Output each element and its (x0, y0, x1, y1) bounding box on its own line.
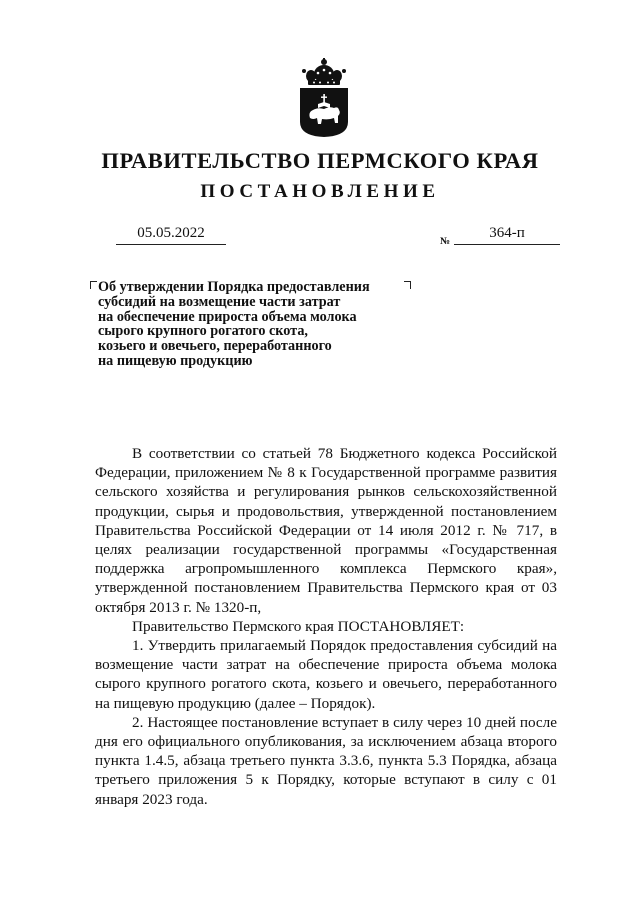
document-subject (98, 280, 418, 369)
item-2-paragraph: 2. Настоящее постановление вступает в силу через 10 дней после дня его официального опубликования, за исключением абзаца второго пункта 1.4.5, абзаца третьего пункта 3.3.6, пункта 5.3 Порядка, абзаца третьего приложения 5 к Порядку, которые вступают в силу с 01 января 2023 года. (95, 713, 557, 808)
preamble-paragraph: В соответствии со статьей 78 Бюджетного кодекса Российской Федерации, приложением № 8 к Государственной программе развития сельского хозяйства и регулирования рынков сельскохозяйственной продукции, сырья и продовольствия, утвержденной постановлением Правительства Российской Федерации от 14 июля 2012 г. № 717, в целях реализации государственной программы «Государственная поддержка агропромышленного комплекса Пермского края», утвержденной постановлением Правительства Пермского края от 03 октября 2013 г. № 1320-п, (95, 445, 557, 616)
coat-of-arms-icon (294, 56, 354, 138)
document-date: 05.05.2022 (116, 222, 226, 245)
bracket-left-icon (90, 281, 97, 289)
number-sign: № (440, 236, 451, 247)
item-1-paragraph: 1. Утвердить прилагаемый Порядок предоставления субсидий на возмещение части затрат на обеспечение прироста объема молока сырого крупного рогатого скота, козьего и овечьего, переработанного на пищевую продукцию (далее – Порядок). (95, 637, 557, 712)
subject-line: субсидий на возмещение части затрат (98, 293, 341, 310)
document-body (95, 444, 557, 809)
subject-line: сырого крупного рогатого скота, (98, 323, 308, 340)
bracket-right-icon (404, 281, 411, 289)
page-title: ПРАВИТЕЛЬСТВО ПЕРМСКОГО КРАЯ (101, 148, 539, 173)
decree-paragraph: Правительство Пермского края ПОСТАНОВЛЯЕТ: (132, 617, 465, 635)
subject-line: Об утверждении Порядка предоставления (98, 279, 370, 295)
subject-line: на пищевую продукцию (98, 352, 253, 369)
subject-line: козьего и овечьего, переработанного (98, 338, 332, 355)
document-number: 364-п (454, 222, 560, 245)
document-type: ПОСТАНОВЛЕНИЕ (200, 181, 440, 202)
subject-line: на обеспечение прироста объема молока (98, 308, 357, 325)
